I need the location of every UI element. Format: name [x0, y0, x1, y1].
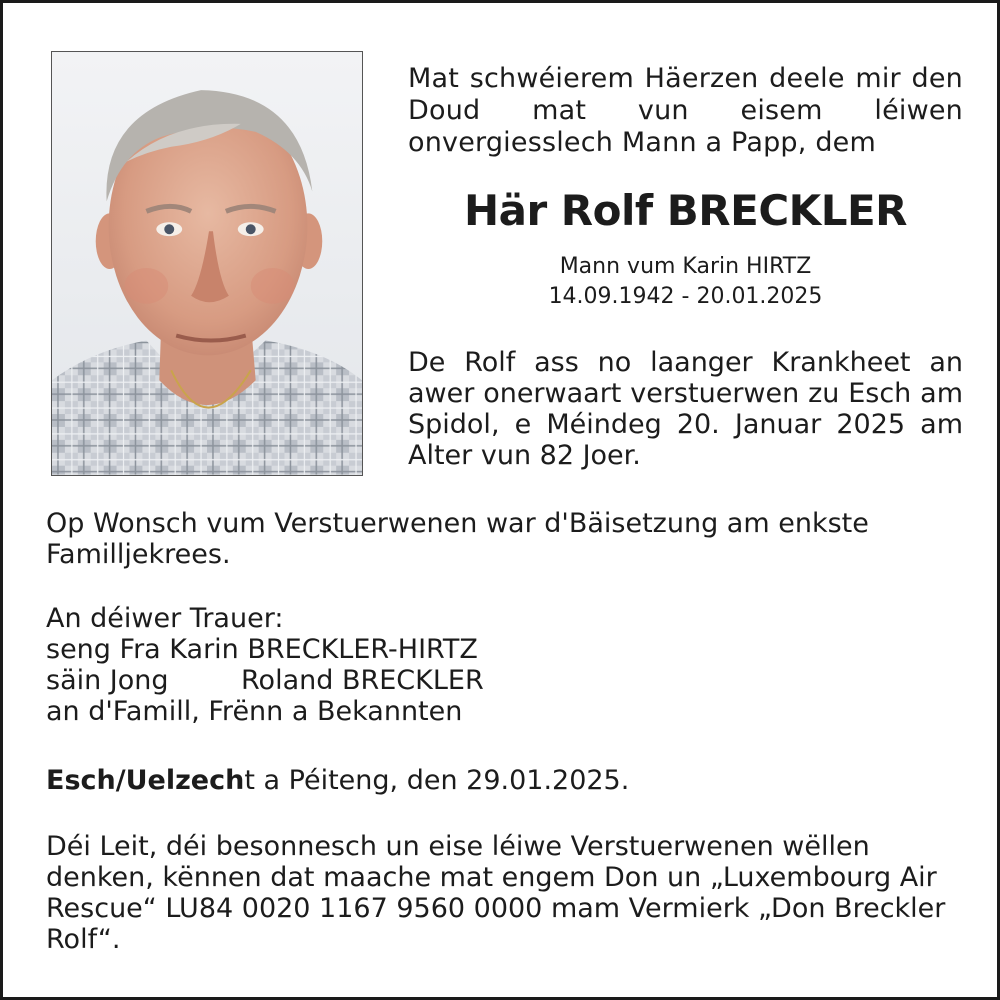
intro-text: Mat schwéierem Häerzen deele mir den Doud mat vun eisem léiwen onvergiesslech Mann a Papp, dem	[408, 63, 963, 158]
portrait-photo	[51, 51, 363, 476]
mourner-son	[46, 665, 961, 696]
place-date-line	[46, 765, 961, 796]
death-notice: De Rolf ass no laanger Krankheet an awer onerwaart verstuerwen zu Esch am Spidol, e Méindeg 20. Januar 2025 am Alter vun 82 Joer.	[408, 347, 963, 471]
mourners-list	[46, 603, 961, 727]
place-bold: Esch/Uelzech	[46, 765, 245, 796]
burial-wish: Op Wonsch vum Verstuerwenen war d'Bäisetzung am enkste Familljekrees.	[46, 508, 869, 570]
spouse-line: Mann vum Karin HIRTZ	[559, 254, 812, 279]
mourners-others: an d'Famill, Frënn a Bekannten	[46, 696, 463, 727]
son-relation: säin Jong	[46, 665, 169, 696]
life-dates: 14.09.1942 - 20.01.2025	[548, 284, 823, 309]
son-name: Roland BRECKLER	[241, 665, 484, 696]
deceased-name: Här Rolf BRECKLER	[463, 186, 908, 235]
donation-note: Déi Leit, déi besonnesch un eise léiwe Verstuerwenen wëllen denken, kënnen dat maache mat engem Don un „Luxembourg Air Rescue“ LU84 0020 1167 9560 0000 mam Vermierk „Don Breckler Rolf“.	[46, 831, 946, 955]
mourners-heading: An déiwer Trauer:	[46, 603, 284, 634]
place-rest: t a Péiteng, den 29.01.2025.	[244, 765, 630, 796]
portrait-illustration	[52, 52, 362, 475]
mourner-wife: seng Fra Karin BRECKLER-HIRTZ	[46, 634, 478, 665]
